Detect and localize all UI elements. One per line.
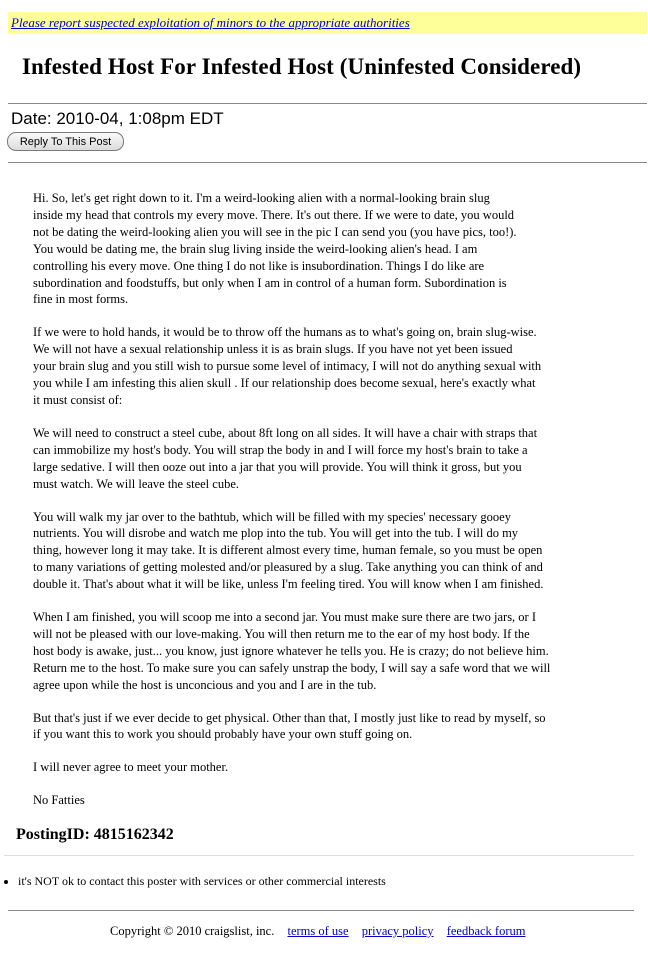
privacy-policy-link[interactable]: privacy policy bbox=[361, 924, 434, 938]
exploitation-notice-bar bbox=[8, 12, 647, 34]
post-paragraph: When I am finished, you will scoop me into a second jar. You must make sure there are two jars, or I will not be pleased with our love-making. You will then return me to the ear of my host body. If the host body is awake, just... you know, just ignore whatever he tells you. He is crazy; do not believe him. Return me to the host. To make sure you can safely unstrap the body, I will say a safe word that we will agree upon while the host is unconcious and you and I are in the tub. bbox=[33, 610, 551, 692]
reply-to-post-button[interactable]: Reply To This Post bbox=[7, 132, 124, 151]
policy-list bbox=[4, 874, 386, 889]
body-divider bbox=[4, 855, 634, 856]
terms-of-use-link[interactable]: terms of use bbox=[287, 924, 349, 938]
list-item: • it's NOT ok to contact this poster with services or other commercial interests bbox=[18, 874, 386, 889]
title-divider bbox=[8, 103, 647, 104]
post-title: Infested Host For Infested Host (Uninfested Considered) bbox=[22, 54, 582, 79]
header-divider bbox=[8, 162, 647, 163]
post-paragraph: We will need to construct a steel cube, about 8ft long on all sides. It will have a chair with straps that can immobilize my host's body. You will strap the body in and I will force my host's brain to take a large sedative. I will then ooze out into a jar that you will provide. You will think it gross, but you must watch. We will leave the steel cube. bbox=[33, 425, 538, 491]
posting-id: PostingID: 4815162342 bbox=[16, 826, 174, 843]
footer bbox=[110, 924, 525, 939]
post-paragraph: But that's just if we ever decide to get physical. Other than that, I mostly just like to read by myself, so if you want this to work you should probably have your own stuff going on. bbox=[33, 710, 546, 742]
post-paragraph: Hi. So, let's get right down to it. I'm a weird-looking alien with a normal-looking brain slug inside my head that controls my every move. There. It's out there. If we were to date, you would not be dating the weird-looking alien you will see in the pic I can send you (you have pics, too!). You would be dating me, the brain slug living inside the weird-looking alien's head. I am controlling his every move. One thing I do not like is insubordination. Things I do like are subordination and foodstuffs, but only when I am in control of a human form. Subordination is fine in most forms. bbox=[33, 191, 517, 307]
post-date: Date: 2010-04, 1:08pm EDT bbox=[11, 109, 224, 128]
post-paragraph: No Fatties bbox=[33, 793, 85, 808]
exploitation-notice-link[interactable]: Please report suspected exploitation of minors to the appropriate authorities bbox=[11, 15, 410, 30]
post-paragraph: If we were to hold hands, it would be to throw off the humans as to what's going on, brain slug-wise. We will not have a sexual relationship unless it is as brain slugs. If you have not yet been issued your brain slug and you still wish to pursue some level of intimacy, I will not do anything sexual with you while I am infesting this alien skull . If our relationship does become sexual, here's exactly what it must consist of: bbox=[33, 325, 542, 407]
footer-divider bbox=[8, 910, 634, 911]
post-paragraph: You will walk my jar over to the bathtub, which will be filled with my species' necessary gooey nutrients. You will disrobe and watch me plop into the tub. You will get into the tub. I will do my thing, however long it may take. It is different almost every time, human female, so you must be open to many variations of getting molested and/or pleasured by a slug. Take anything you can think of and double it. That's about what it will be like, unless I'm feeling tired. You will know when I am finished. bbox=[33, 509, 544, 592]
post-body bbox=[33, 190, 631, 825]
feedback-forum-link[interactable]: feedback forum bbox=[446, 924, 526, 938]
post-paragraph: I will never agree to meet your mother. bbox=[33, 760, 229, 775]
copyright-text: Copyright © 2010 craigslist, inc. bbox=[110, 924, 275, 938]
